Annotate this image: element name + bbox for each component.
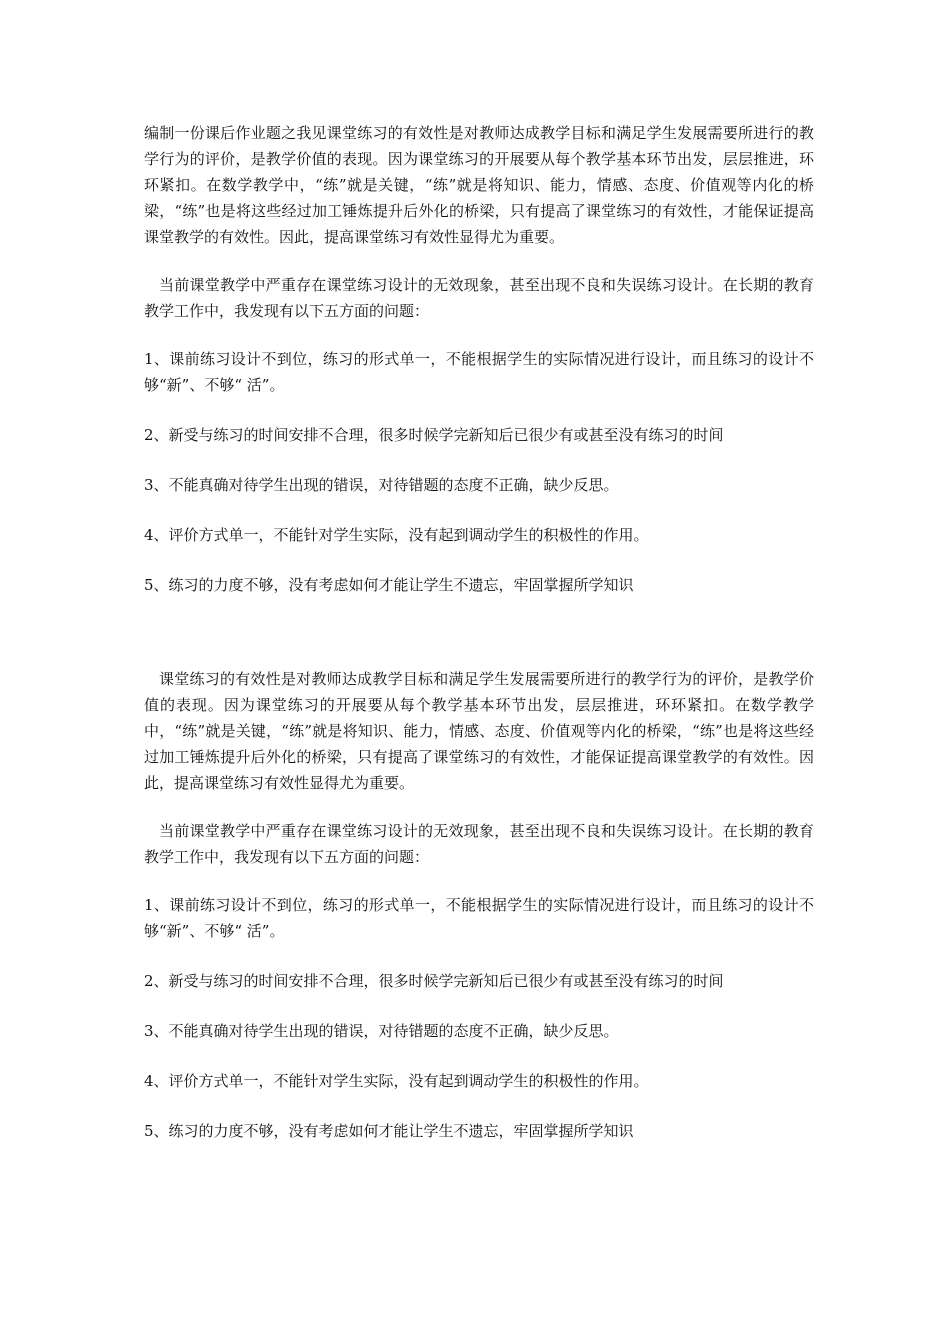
section-2-list-item-4: 4、评价方式单一，不能针对学生实际，没有起到调动学生的积极性的作用。 <box>144 1072 649 1090</box>
section-2-list-item-5: 5、练习的力度不够，没有考虑如何才能让学生不遗忘，牢固掌握所学知识 <box>144 1122 634 1140</box>
section-1-list-item-1: 1、课前练习设计不到位，练习的形式单一，不能根据学生的实际情况进行设计，而且练习的设计不够“新”、不够“ 活”。 <box>144 350 814 394</box>
section-1-list-item-4: 4、评价方式单一，不能针对学生实际，没有起到调动学生的积极性的作用。 <box>144 526 649 544</box>
section-1-list-item-5: 5、练习的力度不够，没有考虑如何才能让学生不遗忘，牢固掌握所学知识 <box>144 576 634 594</box>
document-page <box>144 120 814 1144</box>
section-2-intro-paragraph: 课堂练习的有效性是对教师达成教学目标和满足学生发展需要所进行的教学行为的评价，是教学价值的表现。因为课堂练习的开展要从每个教学基本环节出发，层层推进，环环紧扣。在数学教学中，“练”就是关键，“练”就是将知识、能力，情感、态度、价值观等内化的桥梁，“练”也是将这些经过加工锤炼提升后外化的桥梁，只有提高了课堂练习的有效性，才能保证提高课堂教学的有效性。因此，提高课堂练习有效性显得尤为重要。 <box>144 670 814 792</box>
section-1-problem-intro-paragraph: 当前课堂教学中严重存在课堂练习设计的无效现象，甚至出现不良和失误练习设计。在长期的教育教学工作中，我发现有以下五方面的问题： <box>144 276 814 320</box>
document-section-1 <box>144 120 814 598</box>
section-2-list-item-3: 3、不能真确对待学生出现的错误，对待错题的态度不正确，缺少反思。 <box>144 1022 619 1040</box>
section-2-problem-intro-paragraph: 当前课堂教学中严重存在课堂练习设计的无效现象，甚至出现不良和失误练习设计。在长期的教育教学工作中，我发现有以下五方面的问题： <box>144 822 814 866</box>
section-2-list-item-2: 2、新受与练习的时间安排不合理，很多时候学完新知后已很少有或甚至没有练习的时间 <box>144 972 724 990</box>
section-1-list-item-3: 3、不能真确对待学生出现的错误，对待错题的态度不正确，缺少反思。 <box>144 476 619 494</box>
section-1-list-item-2: 2、新受与练习的时间安排不合理，很多时候学完新知后已很少有或甚至没有练习的时间 <box>144 426 724 444</box>
document-section-2 <box>144 666 814 1144</box>
section-1-intro-paragraph: 编制一份课后作业题之我见课堂练习的有效性是对教师达成教学目标和满足学生发展需要所进行的教学行为的评价，是教学价值的表现。因为课堂练习的开展要从每个教学基本环节出发，层层推进，环环紧扣。在数学教学中，“练”就是关键，“练”就是将知识、能力，情感、态度、价值观等内化的桥梁，“练”也是将这些经过加工锤炼提升后外化的桥梁，只有提高了课堂练习的有效性，才能保证提高课堂教学的有效性。因此，提高课堂练习有效性显得尤为重要。 <box>144 124 814 246</box>
section-2-list-item-1: 1、课前练习设计不到位，练习的形式单一，不能根据学生的实际情况进行设计，而且练习的设计不够“新”、不够“ 活”。 <box>144 896 814 940</box>
